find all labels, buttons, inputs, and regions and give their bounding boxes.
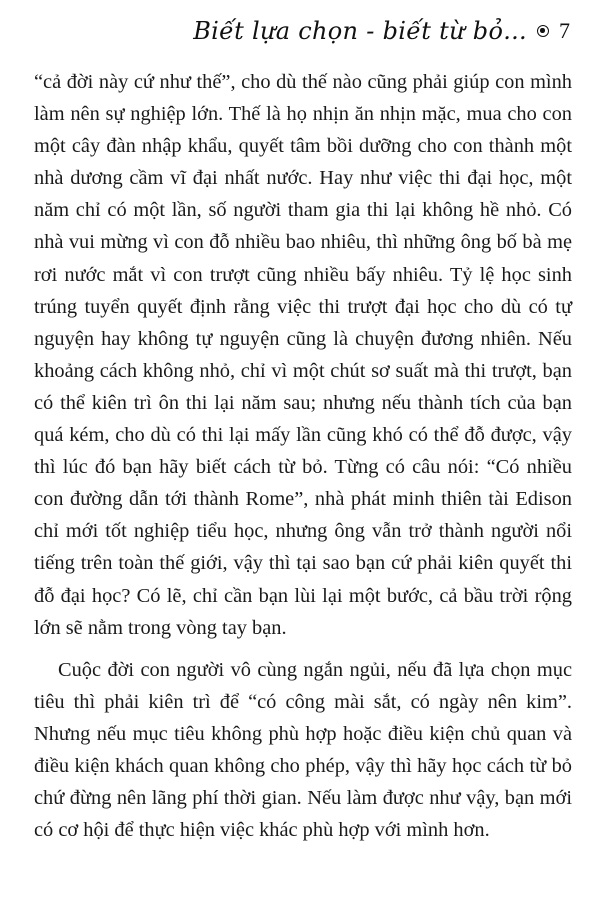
body-text <box>34 66 572 846</box>
paragraph-1: “cả đời này cứ như thế”, cho dù thế nào cũng phải giúp con mình làm nên sự nghiệp lớn. Thế là họ nhịn ăn nhịn mặc, mua cho con một cây đàn nhập khẩu, quyết tâm bồi dưỡng cho con thành một nhà dương cầm vĩ đại nhất nước. Hay như việc thi đại học, một năm chỉ có một lần, số người tham gia thi lại không hề nhỏ. Có nhà vui mừng vì con đỗ nhiều bao nhiêu, thì những ông bố bà mẹ rơi nước mắt vì con trượt cũng nhiều bấy nhiêu. Tỷ lệ học sinh trúng tuyển quyết định rằng việc thi trượt đại học cho dù có tự nguyện hay không tự nguyện cũng là chuyện đương nhiên. Nếu khoảng cách không nhỏ, chỉ vì một chút sơ suất mà thi trượt, bạn có thể kiên trì ôn thi lại năm sau; nhưng nếu thành tích của bạn quá kém, cho dù có thi lại mấy lần cũng khó có thể đỗ được, vậy thì lúc đó bạn hãy biết cách từ bỏ. Từng có câu nói: “Có nhiều con đường dẫn tới thành Rome”, nhà phát minh thiên tài Edison chỉ mới tốt nghiệp tiểu học, nhưng ông vẫn trở thành người nổi tiếng trên toàn thế giới, vậy thì tại sao bạn cứ phải kiên quyết thi đỗ đại học? Có lẽ, chỉ cần bạn lùi lại một bước, cả bầu trời rộng lớn sẽ nằm trong vòng tay bạn. <box>34 71 572 639</box>
running-header <box>193 12 570 50</box>
header-title: Biết lựa chọn - biết từ bỏ... <box>193 17 527 45</box>
paragraph-2: Cuộc đời con người vô cùng ngắn ngủi, nếu đã lựa chọn mục tiêu thì phải kiên trì để “có công mài sắt, có ngày nên kim”. Nhưng nếu mục tiêu không phù hợp hoặc điều kiện chủ quan và điều kiện khách quan không cho phép, vậy thì hãy học cách từ bỏ chứ đừng nên lãng phí thời gian. Nếu làm được như vậy, bạn mới có cơ hội để thực hiện việc khác phù hợp với mình hơn. <box>34 658 572 842</box>
bullet-ornament-icon <box>537 25 549 37</box>
page-number: 7 <box>559 18 570 43</box>
